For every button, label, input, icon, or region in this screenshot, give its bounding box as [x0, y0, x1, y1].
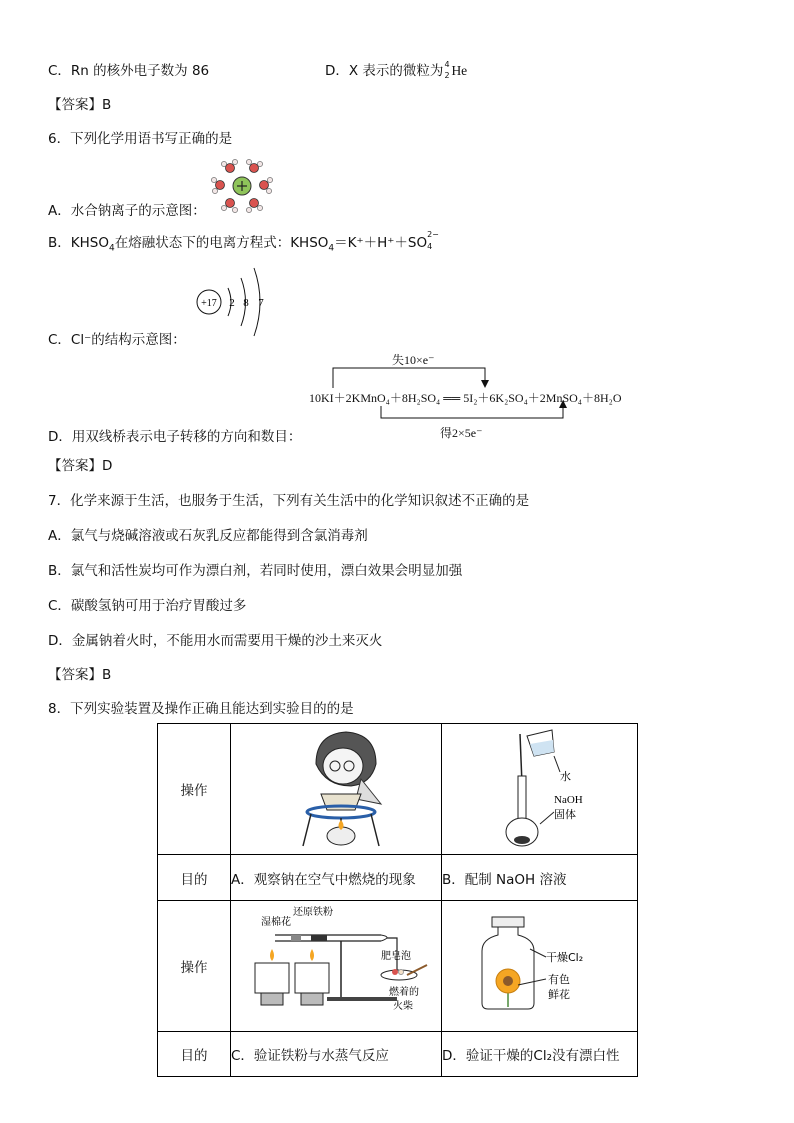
q8-stem: 8．下列实验装置及操作正确且能达到实验目的的是	[48, 701, 354, 717]
q6-b-text: 在熔融状态下的电离方程式：KHSO	[114, 235, 329, 251]
row-label-operation-2: 操作	[158, 901, 231, 1032]
goal-b: B．配制 NaOH 溶液	[442, 855, 638, 901]
fig-c-cell	[231, 901, 442, 1032]
q6-b-label: B．KHSO	[48, 235, 109, 251]
chloride-ion-structure-diagram	[194, 262, 274, 342]
goal-d: D．验证干燥的Cl₂没有漂白性	[442, 1032, 638, 1077]
q7-option-a: A．氯气与烧碱溶液或石灰乳反应都能得到含氯消毒剂	[48, 528, 368, 544]
bridge-top-label: 失10×e⁻	[392, 353, 435, 367]
q8-table	[157, 723, 638, 1077]
fig-c-label-iron: 还原铁粉	[293, 907, 333, 918]
fig-d-cell	[442, 901, 638, 1032]
dry-chlorine-figure	[442, 901, 637, 1027]
hydrated-sodium-ion-figure	[210, 158, 274, 214]
fig-c-label-soap: 肥皂泡	[381, 951, 411, 962]
q6-option-d: D．用双线桥表示电子转移的方向和数目：	[48, 429, 302, 445]
he-mass-number: 4	[444, 60, 450, 69]
q5-answer: 【答案】B	[48, 97, 112, 113]
q7-stem: 7．化学来源于生活，也服务于生活，下列有关生活中的化学知识叙述不正确的是	[48, 493, 530, 509]
goal-c: C．验证铁粉与水蒸气反应	[231, 1032, 442, 1077]
q6-b-equation: ＝K⁺＋H⁺＋SO	[334, 235, 428, 251]
fig-c-label-cotton: 湿棉花	[261, 917, 291, 928]
cl-shell-1: 2	[229, 297, 235, 309]
bridge-bottom-label: 得2×5e⁻	[440, 426, 483, 440]
sulfate-charge: 2−	[427, 230, 439, 239]
iron-steam-figure	[231, 901, 441, 1027]
q7-option-c: C．碳酸氢钠可用于治疗胃酸过多	[48, 598, 247, 614]
fig-b-label-naoh: NaOH	[554, 794, 583, 806]
q6-stem: 6．下列化学用语书写正确的是	[48, 131, 233, 147]
q7-answer: 【答案】B	[48, 667, 112, 683]
fig-c-label-burning: 燃着的	[389, 987, 419, 998]
row-label-goal-1: 目的	[158, 855, 231, 901]
q6-answer: 【答案】D	[48, 458, 113, 474]
fig-b-cell	[442, 724, 638, 855]
he-atomic-number: 2	[444, 71, 450, 80]
fig-c-label-match: 火柴	[393, 1001, 413, 1012]
q6-option-b: B．$KHSO_4$在熔融状态下的电离方程式：$KHSO_4=K^++H^++SO$ 2− 4	[48, 230, 439, 254]
redox-equation: 10KI＋2KMnO₄＋8H₂SO₄ ══ 5I₂＋6K₂SO₄＋2MnSO₄＋8H₂O	[309, 391, 622, 405]
row-label-goal-2: 目的	[158, 1032, 231, 1077]
goal-a: A．观察钠在空气中燃烧的现象	[231, 855, 442, 901]
q5-option-d	[325, 59, 467, 79]
he-symbol: He	[451, 63, 468, 78]
q5-option-c: C．Rn 的核外电子数为 86	[48, 63, 210, 79]
fig-d-label-flower: 鲜花	[548, 988, 570, 1001]
cl-shell-3: 7	[258, 297, 264, 309]
fig-b-label-water: 水	[560, 770, 571, 783]
naoh-solution-figure	[442, 724, 637, 850]
q5-option-d-text: D．X 表示的微粒为	[325, 63, 444, 79]
q7-option-d: D．金属钠着火时，不能用水而需要用干燥的沙土来灭火	[48, 633, 383, 649]
q6-option-c: C．Cl⁻的结构示意图：	[48, 332, 186, 348]
q6-option-a: A．水合钠离子的示意图：	[48, 203, 206, 219]
fig-b-label-solid: 固体	[554, 808, 576, 821]
fig-d-label-colored: 有色	[548, 973, 570, 986]
cl-nucleus-label: +17	[201, 298, 217, 309]
fig-a-cell	[231, 724, 442, 855]
cl-shell-2: 8	[243, 297, 249, 309]
fig-d-label-cl2: 干燥Cl₂	[546, 951, 584, 964]
sodium-burning-figure	[231, 724, 441, 850]
q7-option-b: B．氯气和活性炭均可作为漂白剂，若同时使用，漂白效果会明显加强	[48, 563, 463, 579]
row-label-operation-1: 操作	[158, 724, 231, 855]
